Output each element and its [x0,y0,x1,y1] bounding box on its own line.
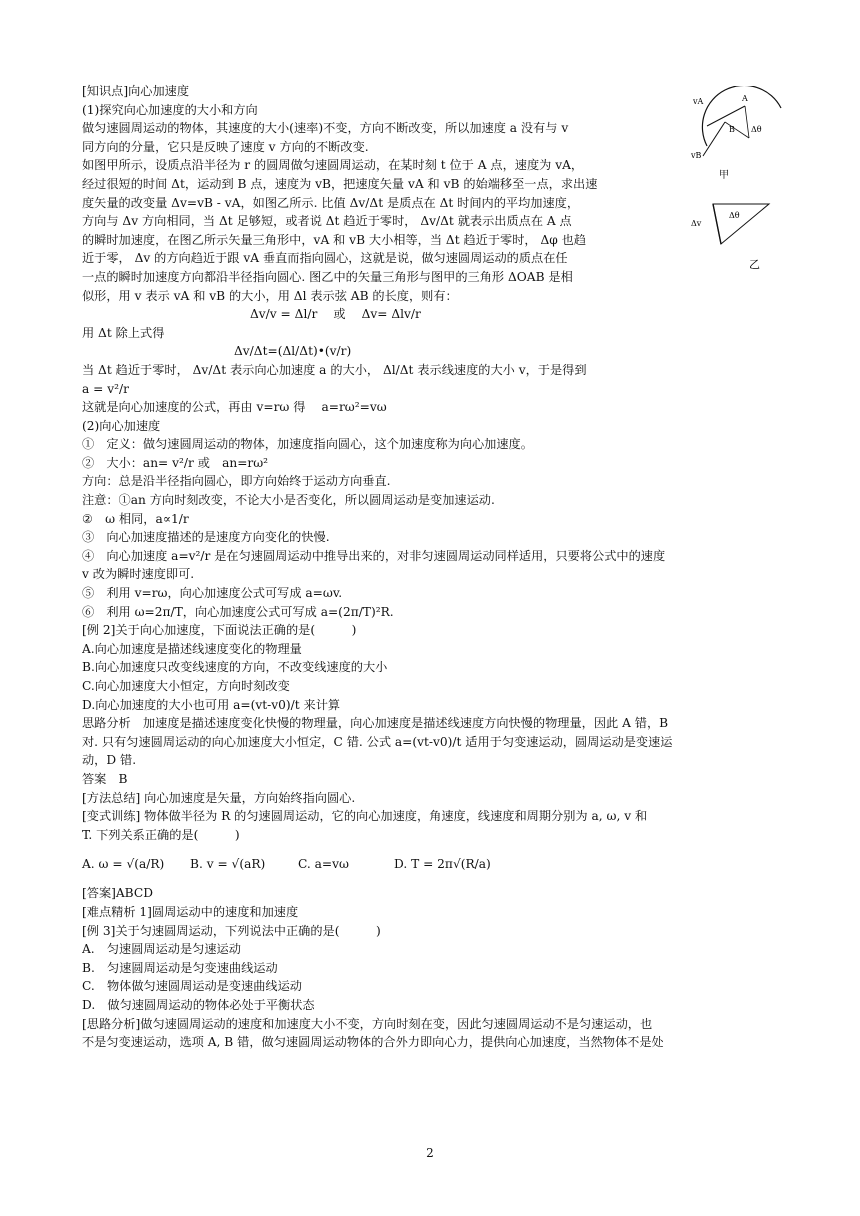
vector-triangle [713,204,769,244]
analysis-line: 动，D 错. [82,753,137,768]
option-a-formula: A. ω = √(a/R) [82,857,165,872]
option-line: B. 匀速圆周运动是匀变速曲线运动 [82,960,278,975]
paragraph-line: 这就是向心加速度的公式，再由 v=rω 得 a=rω²=vω [82,400,387,415]
paragraph-line: 用 Δt 除上式得 [82,325,165,340]
question-stem: T. 下列关系正确的是( ) [82,827,240,842]
analysis-line: 思路分析 加速度是描述速度变化快慢的物理量，向心加速度是描述线速度方向快慢的物理量，因此 A 错，B [82,716,669,731]
option-line: D. 做匀速圆周运动的物体必处于平衡状态 [82,997,315,1012]
subheading: (2)向心加速度 [82,418,161,433]
option-line: A. 匀速圆周运动是匀速运动 [82,942,241,957]
label-yi: 乙 [749,258,760,271]
label-dtheta: Δθ [751,125,762,134]
page-number: 2 [426,1146,434,1160]
label-A: A [742,94,748,103]
paragraph-line: 做匀速圆周运动的物体，其速度的大小(速率)不变，方向不断改变，所以加速度 a 没有与 v [82,121,569,136]
option-line: C. 物体做匀速圆周运动是变速曲线运动 [82,979,302,994]
section-heading: [知识点]向心加速度 [82,84,190,98]
option-c-formula: C. a=vω [298,857,349,872]
subheading: [难点精析 1]圆周运动中的速度和加速度 [82,904,299,919]
list-item: ② 大小：an= v²/r 或 an=rω² [82,455,269,470]
option-line: A.向心加速度是描述线速度变化的物理量 [82,641,302,656]
paragraph-line: 度矢量的改变量 Δv=vB - vA，如图乙所示. 比值 Δv/Δt 是质点在 Δt 时间内的平均加速度， [82,195,580,210]
note-line: 注意：①an 方向时刻改变，不论大小是否变化，所以圆周运动是变加速运动. [82,493,495,508]
option-d-formula: D. T = 2π√(R/a) [394,857,491,872]
answer-line: [答案]ABCD [82,886,153,901]
analysis-line: 不是匀变速运动，选项 A, B 错，做匀速圆周运动物体的合外力即向心力，提供向心加速度，当然物体不是处 [82,1035,664,1050]
list-item: ③ 向心加速度描述的是速度方向变化的快慢. [82,530,330,545]
question-stem: [例 3]关于匀速圆周运动，下列说法中正确的是( ) [82,923,381,938]
label-vA: vA [693,97,704,106]
radius-OA [745,106,749,138]
paragraph-line: 似形，用 v 表示 vA 和 vB 的大小，用 Δl 表示弦 AB 的长度，则有： [82,288,458,303]
label-dtheta-2: Δθ [729,211,740,220]
paragraph-line: 方向与 Δv 方向相同，当 Δt 足够短，或者说 Δt 趋近于零时， Δv/Δt 就表示出质点在 A 点 [82,214,572,229]
label-B: B [729,125,735,134]
paragraph-line: 同方向的分量，它只是反映了速度 v 方向的不断改变. [82,139,369,154]
paragraph-line: 如图甲所示，设质点沿半径为 r 的圆周做匀速圆周运动，在某时刻 t 位于 A 点，速度为 vA， [82,158,584,173]
answer-line: 答案 B [82,771,128,786]
summary-line: [方法总结] 向心加速度是矢量，方向始终指向圆心. [82,790,356,805]
question-stem: [例 2]关于向心加速度，下面说法正确的是( ) [82,623,357,638]
list-item: ⑤ 利用 v=rω，向心加速度公式可写成 a=ωv. [82,586,343,601]
list-item: ① 定义：做匀速圆周运动的物体，加速度指向圆心，这个加速度称为向心加速度。 [82,437,533,452]
velocity-vB-arrow [703,122,725,156]
label-dv: Δv [691,219,702,228]
formula-options [82,844,782,884]
equation-line: Δv/Δt=(Δl/Δt)•(v/r) [234,344,352,359]
equation-line: Δv/v = Δl/r 或 Δv= Δlv/r [250,307,421,322]
option-b-formula: B. v = √(aR) [190,857,266,872]
label-vB: vB [691,151,702,160]
question-stem: [变式训练] 物体做半径为 R 的匀速圆周运动，它的向心加速度，角速度，线速度和周期分别为 a, ω, v 和 [82,809,648,824]
circular-motion-figure [685,86,785,286]
paragraph-line: 经过很短的时间 Δt，运动到 B 点，速度为 vB，把速度矢量 vA 和 vB 的始端移至一点，求出速 [82,176,598,191]
paragraph-line: 近于零， Δv 的方向趋近于跟 vA 垂直而指向圆心，这就是说，做匀速圆周运动的质点在任 [82,251,568,266]
option-line: B.向心加速度只改变线速度的方向，不改变线速度的大小 [82,660,388,675]
document-body [82,82,782,1052]
equation-line: a = v²/r [82,381,129,396]
analysis-line: 对. 只有匀速圆周运动的向心加速度大小恒定，C 错. 公式 a=(vt-v0)/t 适用于匀变速运动，圆周运动是变速运 [82,734,673,749]
delta-v-side [713,204,721,244]
list-item: ⑥ 利用 ω=2π/T，向心加速度公式可写成 a=(2π/T)²R. [82,604,394,619]
paragraph-line: 当 Δt 趋近于零时， Δv/Δt 表示向心加速度 a 的大小， Δl/Δt 表示线速度的大小 v，于是得到 [82,362,587,377]
analysis-line: [思路分析]做匀速圆周运动的速度和加速度大小不变，方向时刻在变，因此匀速圆周运动不是匀速运动，也 [82,1016,653,1031]
paragraph-line: v 改为瞬时速度即可. [82,567,195,582]
label-jia: 甲 [719,170,729,181]
paragraph-line: 一点的瞬时加速度方向都沿半径指向圆心. 图乙中的矢量三角形与图甲的三角形 ΔOAB 是相 [82,269,573,284]
list-item: ④ 向心加速度 a=v²/r 是在匀速圆周运动中推导出来的，对非匀速圆周运动同样适用，只要将公式中的速度 [82,548,666,563]
paragraph-line: 方向：总是沿半径指向圆心，即方向始终于运动方向垂直. [82,474,391,489]
list-item: ② ω 相同，a∝1/r [82,511,189,526]
option-line: C.向心加速度大小恒定，方向时刻改变 [82,679,290,693]
subheading: (1)探究向心加速度的大小和方向 [82,102,258,117]
option-line: D.向心加速度的大小也可用 a=(vt-v0)/t 来计算 [82,697,341,712]
paragraph-line: 的瞬时加速度，在图乙所示矢量三角形中，vA 和 vB 大小相等，当 Δt 趋近于零时， Δφ 也趋 [82,232,587,247]
